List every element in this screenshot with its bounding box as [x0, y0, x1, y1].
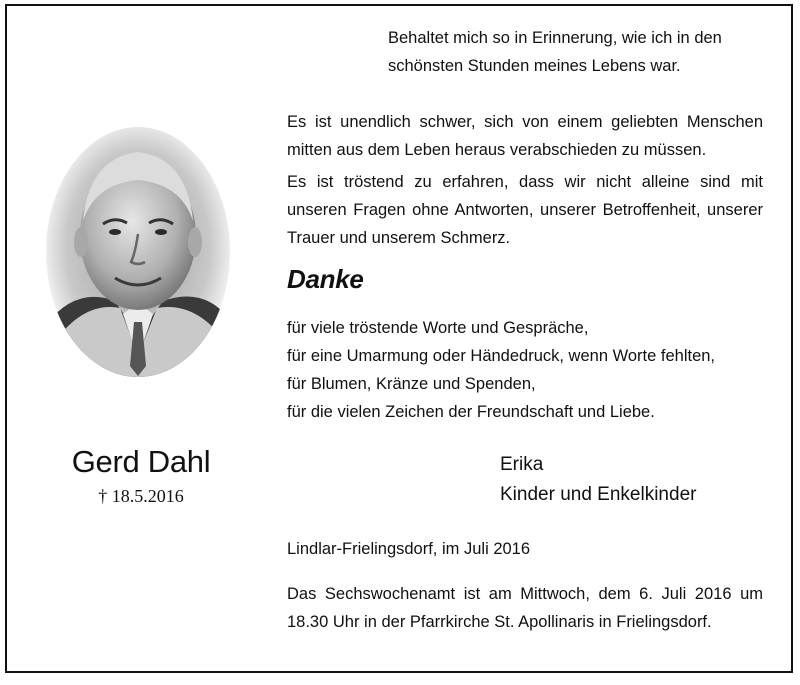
thanks-line-2: für eine Umarmung oder Händedruck, wenn Worte fehlten,: [287, 347, 716, 365]
intro-paragraph-1: Es ist unendlich schwer, sich von einem geliebten Menschen mitten aus dem Leben heraus verabschieden zu müssen.: [287, 113, 763, 159]
deceased-name: Gerd Dahl: [71, 444, 211, 479]
thanks-line-1: für viele tröstende Worte und Gespräche,: [287, 319, 589, 337]
death-date: † 18.5.2016: [98, 486, 184, 506]
service-note: Das Sechswochenamt ist am Mittwoch, dem 6. Juli 2016 um 18.30 Uhr in der Pfarrkirche St. Apollinaris in Frielingsdorf.: [287, 585, 763, 631]
memorial-motto: [388, 24, 758, 80]
danke-heading: Danke: [287, 264, 364, 294]
thanks-list: [287, 314, 767, 426]
signer-1: Erika: [500, 454, 544, 475]
thanks-line-4: für die vielen Zeichen der Freundschaft und Liebe.: [287, 403, 655, 421]
portrait-illustration: [45, 126, 231, 378]
signer-2: Kinder und Enkelkinder: [500, 484, 697, 505]
motto-line-1: Behaltet mich so in Erinnerung, wie ich in den: [388, 29, 722, 47]
thanks-line-3: für Blumen, Kränze und Spenden,: [287, 375, 536, 393]
intro-paragraph-2: Es ist tröstend zu erfahren, dass wir nicht alleine sind mit unseren Fragen ohne Antworten, unserer Betroffenheit, unserer Trauer und unserem Schmerz.: [287, 173, 763, 247]
obituary-card: [5, 4, 793, 673]
intro-text: [287, 108, 763, 252]
place-date: Lindlar-Frielingsdorf, im Juli 2016: [287, 540, 531, 558]
motto-line-2: schönsten Stunden meines Lebens war.: [388, 57, 681, 75]
signers: [500, 450, 696, 510]
portrait-photo: [45, 126, 231, 378]
